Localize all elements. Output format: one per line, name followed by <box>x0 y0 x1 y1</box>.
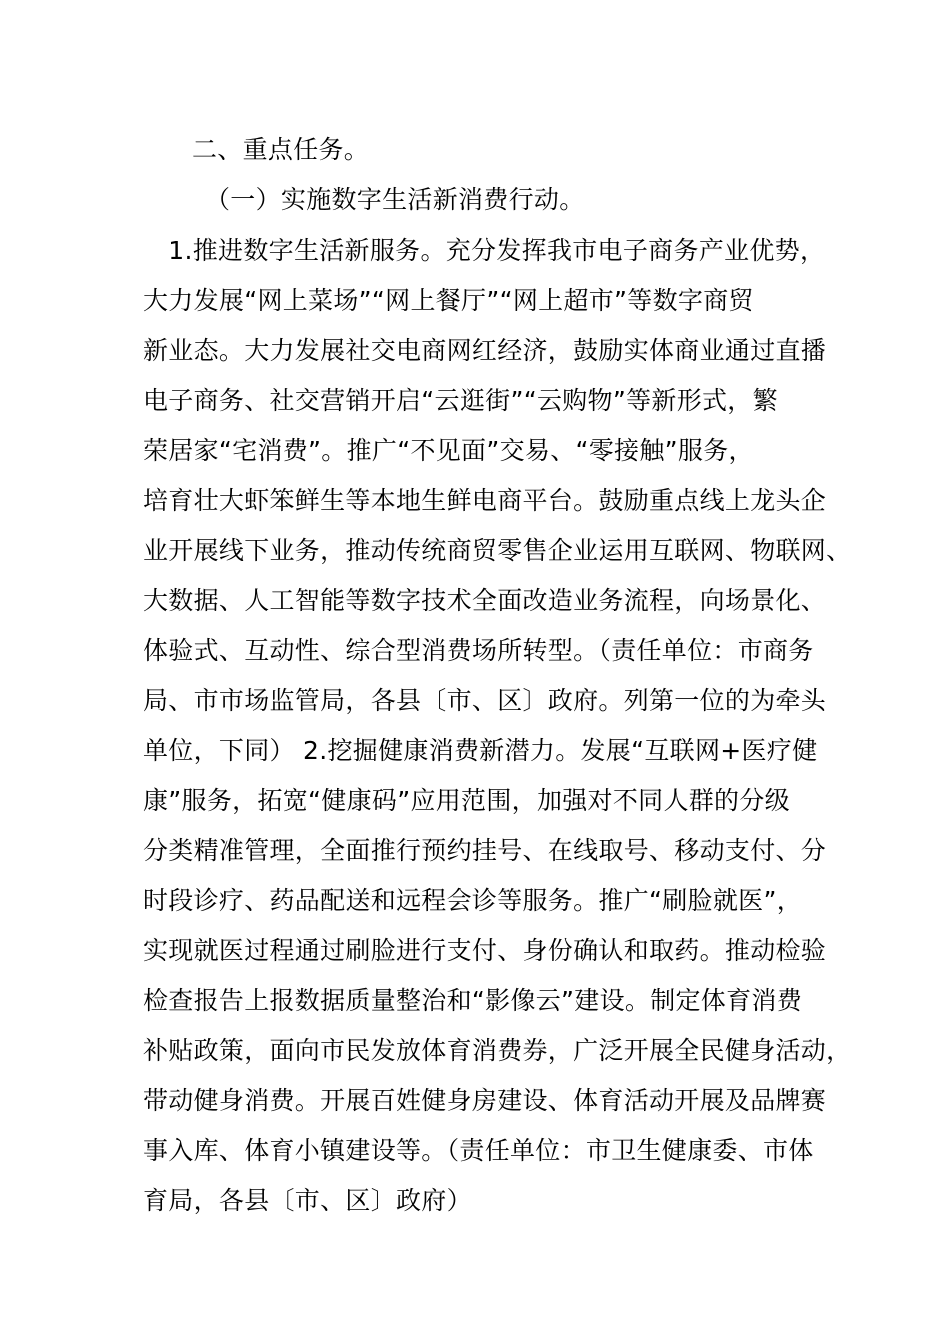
body-line: 时段诊疗、药品配送和远程会诊等服务。推广“刷脸就医”， <box>143 886 803 915</box>
section-heading: 二、重点任务。 <box>192 135 370 164</box>
body-line: 康”服务，拓宽“健康码”应用范围，加强对不同人群的分级 <box>143 786 790 815</box>
subsection-heading: （一）实施数字生活新消费行动。 <box>205 185 585 214</box>
body-line: 新业态。大力发展社交电商网红经济，鼓励实体商业通过直播 <box>143 336 827 365</box>
body-line: 育局，各县〔市、区〕政府） <box>143 1186 472 1215</box>
body-line: 检查报告上报数据质量整治和“影像云”建设。制定体育消费 <box>143 986 803 1015</box>
body-line: 事入库、体育小镇建设等。（责任单位：市卫生健康委、市体 <box>143 1136 814 1165</box>
body-line: 电子商务、社交营销开启“云逛街”“云购物”等新形式，繁 <box>143 386 778 415</box>
body-line: 单位，下同） 2.挖掘健康消费新潜力。发展“互联网+医疗健 <box>143 736 818 765</box>
body-line: 培育壮大虾笨鲜生等本地生鲜电商平台。鼓励重点线上龙头企 <box>143 486 827 515</box>
body-line: 补贴政策，面向市民发放体育消费券，广泛开展全民健身活动， <box>143 1036 852 1065</box>
body-line: 1.推进数字生活新服务。充分发挥我市电子商务产业优势， <box>143 236 826 265</box>
body-line: 体验式、互动性、综合型消费场所转型。（责任单位：市商务 <box>143 636 814 665</box>
body-line: 大数据、人工智能等数字技术全面改造业务流程，向场景化、 <box>143 586 827 615</box>
body-line: 带动健身消费。开展百姓健身房建设、体育活动开展及品牌赛 <box>143 1086 827 1115</box>
body-line: 分类精准管理，全面推行预约挂号、在线取号、移动支付、分 <box>143 836 827 865</box>
body-line: 实现就医过程通过刷脸进行支付、身份确认和取药。推动检验 <box>143 936 827 965</box>
body-line: 荣居家“宅消费”。推广“不见面”交易、“零接触”服务， <box>143 436 754 465</box>
body-line: 业开展线下业务，推动传统商贸零售企业运用互联网、物联网、 <box>143 536 852 565</box>
body-line: 大力发展“网上菜场”“网上餐厅”“网上超市”等数字商贸 <box>143 286 754 315</box>
body-line: 局、市市场监管局，各县〔市、区〕政府。列第一位的为牵头 <box>143 686 827 715</box>
